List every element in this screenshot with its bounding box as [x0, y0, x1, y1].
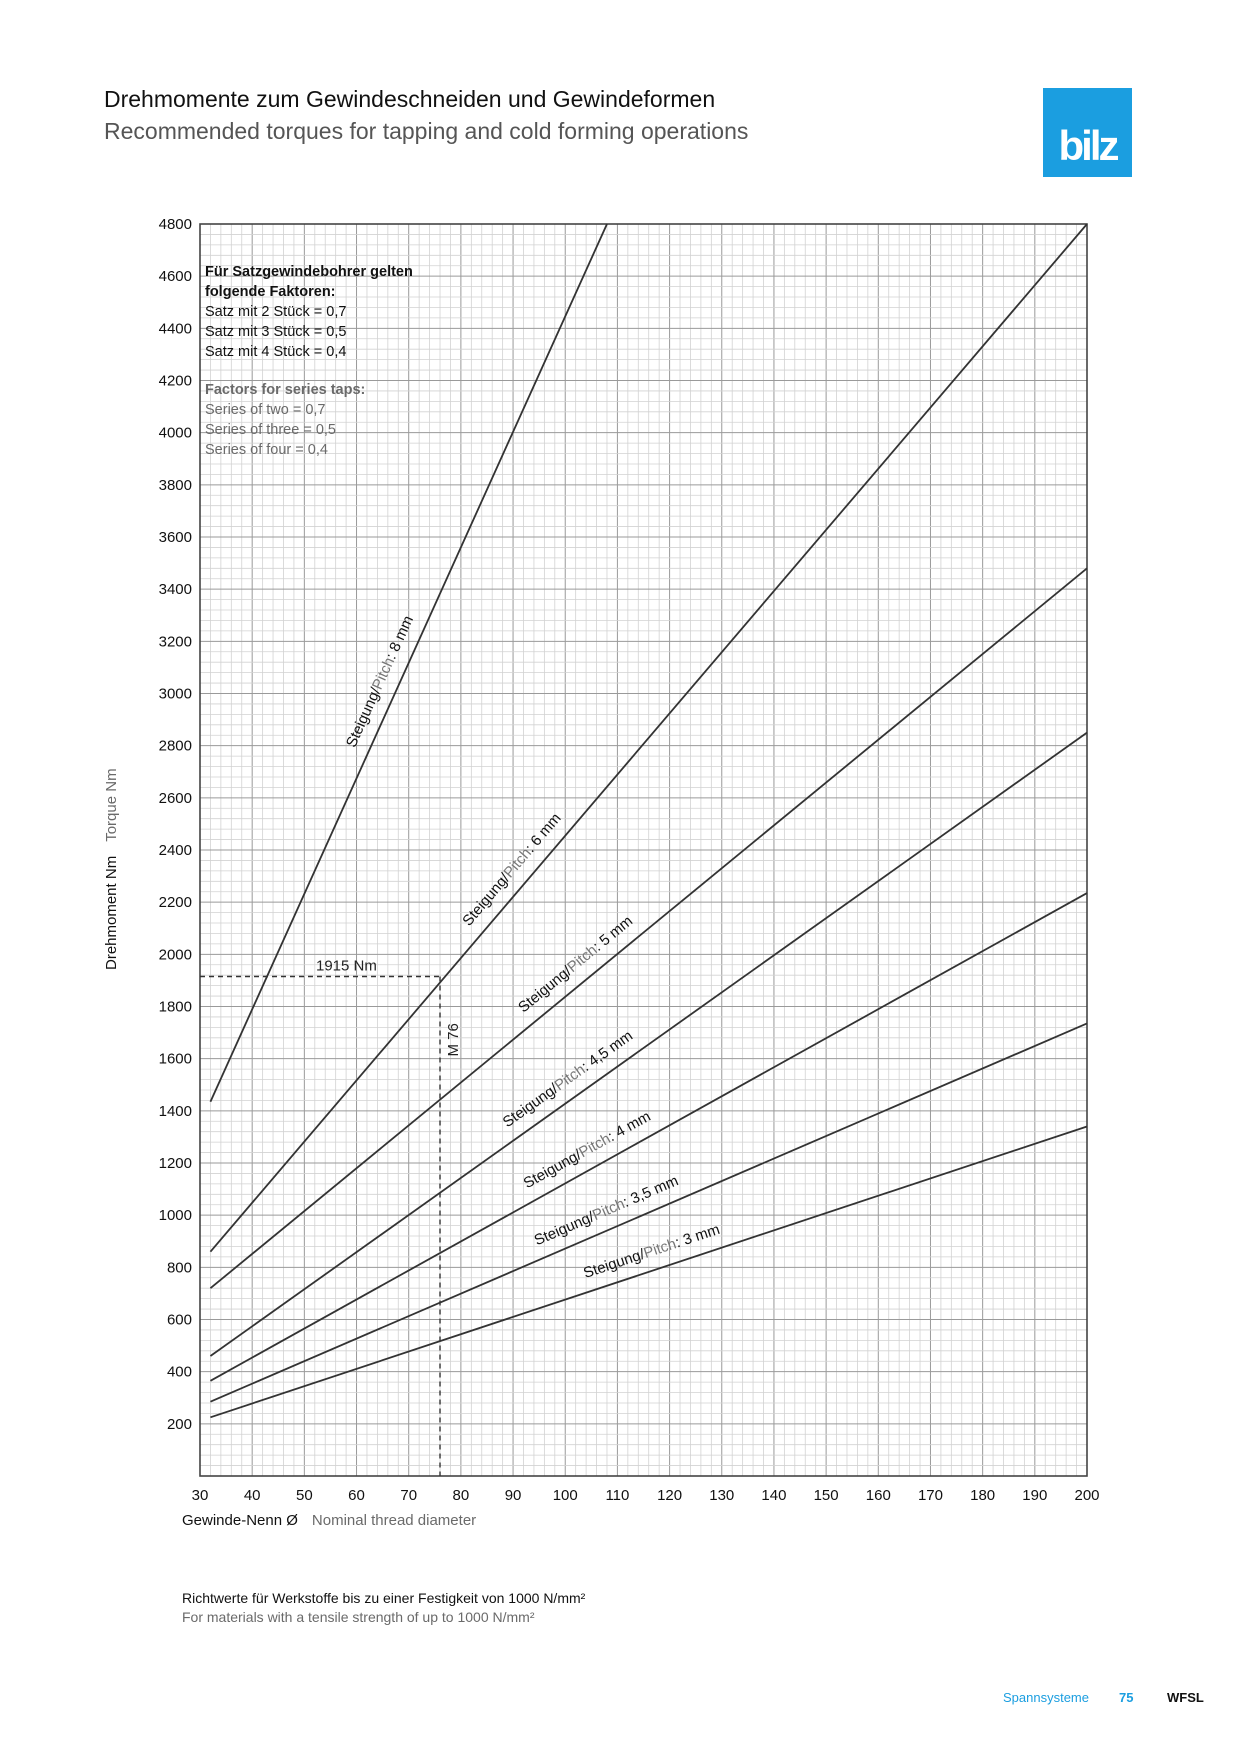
y-tick-label: 2200 [158, 894, 192, 912]
note-heading-en: Factors for series taps: [205, 382, 366, 398]
y-tick-label: 3000 [158, 685, 192, 703]
x-tick-label: 70 [400, 1487, 418, 1504]
logo-text: bilz [1058, 122, 1117, 169]
x-tick-label: 40 [243, 1487, 261, 1504]
x-tick-label: 170 [917, 1487, 943, 1504]
series-label [500, 1027, 636, 1131]
series-label-text: Steigung/Pitch: 4 mm [520, 1107, 654, 1193]
x-tick-label: 100 [552, 1487, 578, 1504]
x-axis-title-de: Gewinde-Nenn Ø [182, 1512, 298, 1529]
reference-torque-label: 1915 Nm [316, 957, 377, 975]
materials-note-de: Richtwerte für Werkstoffe bis zu einer Festigkeit von 1000 N/mm² [182, 1590, 586, 1606]
x-tick-label: 140 [761, 1487, 787, 1504]
x-tick-label: 200 [1074, 1487, 1100, 1504]
page-number: 75 [1119, 1690, 1134, 1705]
page-subtitle: Recommended torques for tapping and cold forming operations [104, 118, 749, 144]
svg-text:Gewinde-Nenn ØNominal thread d [182, 1512, 476, 1529]
y-tick-label: 1000 [158, 1207, 192, 1225]
reference-diameter-label: M 76 [445, 1023, 463, 1057]
series-label-text: Steigung/Pitch: 6 mm [459, 809, 565, 930]
page-title: Drehmomente zum Gewindeschneiden und Gewindeformen [104, 86, 716, 112]
x-axis-title-en: Nominal thread diameter [311, 1512, 477, 1529]
note-line-en: Series of two = 0,7 [205, 402, 326, 418]
x-tick-label: 80 [452, 1487, 470, 1504]
note-heading-de-2: folgende Faktoren: [205, 284, 336, 300]
y-tick-label: 4000 [158, 424, 192, 442]
y-axis-title-en: Torque Nm [103, 768, 120, 842]
note-heading-de: Für Satzgewindebohrer gelten [205, 264, 413, 280]
y-tick-label: 800 [166, 1259, 192, 1277]
x-tick-label: 30 [191, 1487, 209, 1504]
x-tick-label: 150 [813, 1487, 839, 1504]
series-taps-note [203, 262, 413, 458]
x-tick-label: 180 [970, 1487, 996, 1504]
y-tick-label: 3200 [158, 633, 192, 651]
y-axis-title-de: Drehmoment Nm [103, 855, 120, 970]
series-label-text: Steigung/Pitch: 8 mm [342, 613, 418, 751]
series-label-text: Steigung/Pitch: 4,5 mm [499, 1027, 636, 1131]
svg-text:Drehmoment NmTorque Nm [103, 768, 120, 970]
y-tick-label: 2400 [158, 842, 192, 859]
y-tick-label: 4800 [158, 216, 192, 233]
series-label [459, 810, 564, 930]
note-line-en: Series of four = 0,4 [205, 442, 328, 458]
x-tick-label: 160 [865, 1487, 891, 1504]
y-tick-label: 2000 [158, 946, 192, 964]
note-line-en: Series of three = 0,5 [205, 422, 336, 438]
x-tick-label: 60 [348, 1487, 365, 1504]
y-tick-label: 200 [166, 1415, 192, 1433]
x-tick-label: 50 [296, 1487, 313, 1504]
x-tick-label: 120 [657, 1487, 683, 1504]
y-tick-label: 3600 [158, 529, 192, 546]
x-tick-label: 190 [1022, 1487, 1048, 1504]
x-tick-label: 130 [709, 1487, 735, 1504]
note-line-de: Satz mit 2 Stück = 0,7 [205, 304, 347, 320]
y-tick-label: 4200 [158, 372, 192, 390]
y-tick-label: 3800 [158, 476, 192, 494]
series-label-text: Steigung/Pitch: 3 mm [581, 1220, 723, 1282]
section-name: Spannsysteme [1003, 1690, 1089, 1705]
materials-note-en: For materials with a tensile strength of up to 1000 N/mm² [182, 1609, 535, 1625]
y-tick-label: 4600 [158, 268, 192, 286]
x-tick-label: 110 [605, 1487, 630, 1504]
note-line-de: Satz mit 3 Stück = 0,5 [205, 324, 347, 340]
y-tick-label: 2600 [158, 789, 192, 807]
y-tick-label: 1600 [158, 1050, 192, 1068]
y-tick-label: 1800 [158, 998, 192, 1016]
page-code: WFSL [1167, 1690, 1204, 1705]
note-line-de: Satz mit 4 Stück = 0,4 [205, 344, 347, 360]
x-tick-label: 90 [504, 1487, 522, 1504]
y-tick-label: 400 [166, 1363, 192, 1381]
series-label [343, 613, 417, 750]
x-axis-title [182, 1512, 476, 1529]
y-axis-title [103, 768, 120, 970]
y-tick-label: 4400 [158, 320, 192, 338]
series-label-text: Steigung/Pitch: 5 mm [515, 912, 637, 1017]
y-tick-label: 600 [166, 1311, 192, 1329]
y-tick-label: 3400 [158, 581, 192, 599]
y-tick-label: 1200 [158, 1155, 192, 1172]
series-label-text: Steigung/Pitch: 3,5 mm [531, 1172, 681, 1250]
y-tick-label: 2800 [158, 737, 192, 755]
y-tick-label: 1400 [158, 1102, 192, 1120]
